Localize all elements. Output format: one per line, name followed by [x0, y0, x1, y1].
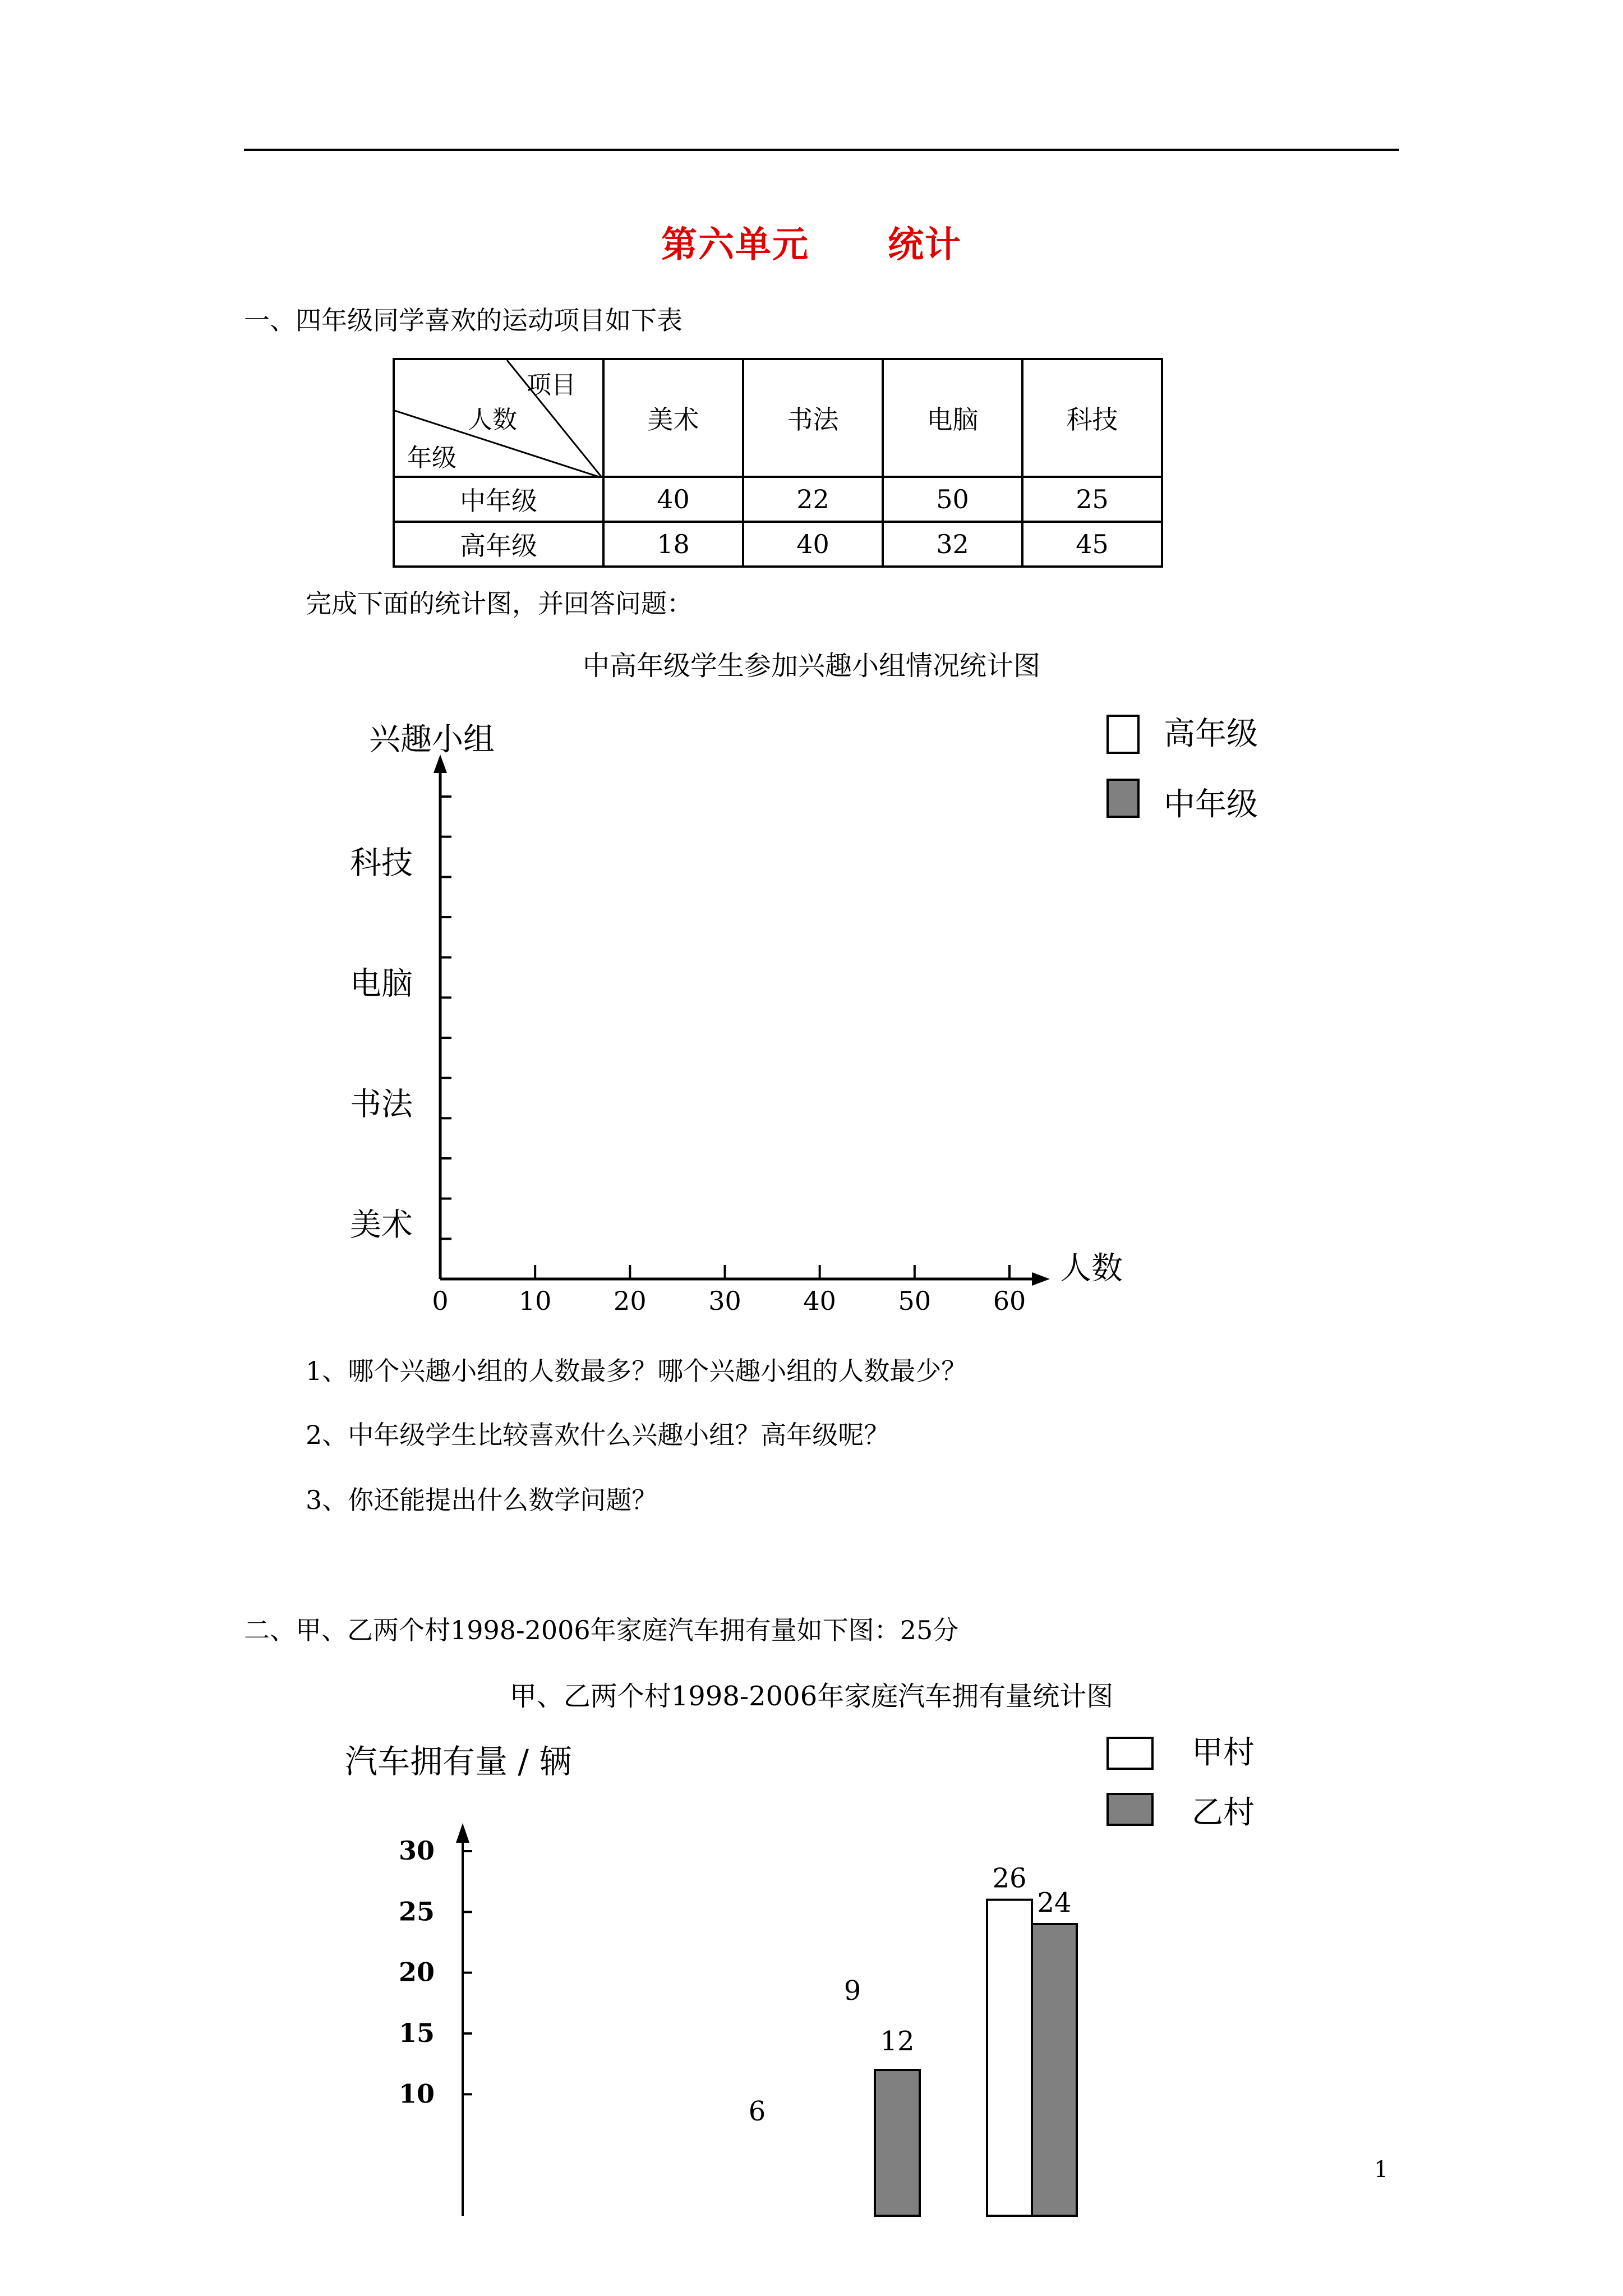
chart2-y-tick-label: 10	[398, 2078, 435, 2109]
chart1-x-tick-label: 10	[518, 1286, 552, 1316]
title-unit: 第六单元	[661, 224, 809, 266]
question-2: 2、中年级学生比较喜欢什么兴趣小组？高年级呢？	[306, 1420, 890, 1450]
chart1-x-tick-label: 40	[803, 1286, 836, 1316]
legend-label-mid-grade: 中年级	[1164, 786, 1258, 823]
chart2-data-label: 9	[843, 1975, 861, 2007]
legend-label-village-yi: 乙村	[1192, 1795, 1255, 1831]
chart1-x-tick-label: 30	[708, 1286, 741, 1316]
section1-heading: 一、四年级同学喜欢的运动项目如下表	[244, 305, 683, 335]
question-3: 3、你还能提出什么数学问题？	[306, 1485, 658, 1515]
chart1-x-tick-label: 20	[614, 1286, 647, 1316]
chart2-data-label: 24	[1037, 1887, 1072, 1918]
chart2-data-label: 26	[992, 1862, 1027, 1894]
col-header: 美术	[603, 359, 743, 477]
table-cell: 25	[1022, 477, 1162, 522]
chart2-data-label: 12	[880, 2026, 915, 2057]
chart1-y-label: 兴趣小组	[369, 721, 495, 758]
question-1: 1、哪个兴趣小组的人数最多？哪个兴趣小组的人数最少？	[306, 1356, 967, 1386]
chart1-x-tick-label: 0	[432, 1286, 449, 1316]
chart1-title: 中高年级学生参加兴趣小组情况统计图	[582, 650, 1040, 682]
chart2-y-tick-label: 15	[398, 2018, 435, 2048]
row-label: 中年级	[394, 477, 603, 522]
chart1-category-label: 书法	[350, 1086, 413, 1123]
chart2-y-tick-label: 20	[398, 1957, 435, 1987]
corner-item-label: 项目	[527, 371, 576, 399]
col-header: 科技	[1022, 359, 1162, 477]
chart2-y-tick-label: 30	[398, 1835, 435, 1866]
title-topic: 统计	[888, 224, 962, 266]
page-number: 1	[1374, 2157, 1389, 2183]
chart1-category-label: 电脑	[350, 965, 413, 1002]
instruction-text: 完成下面的统计图，并回答问题：	[306, 588, 693, 619]
table-cell: 40	[603, 477, 743, 522]
chart1-category-label: 美术	[350, 1207, 413, 1244]
corner-grade-label: 年级	[407, 444, 457, 472]
chart2-y-tick-label: 25	[398, 1896, 435, 1927]
legend-label-high-grade: 高年级	[1164, 716, 1258, 752]
table-cell: 45	[1022, 522, 1162, 567]
legend-swatch-high-grade	[1108, 716, 1138, 753]
chart2-y-label: 汽车拥有量 / 辆	[345, 1742, 572, 1780]
col-header: 电脑	[883, 359, 1022, 477]
table-cell: 22	[743, 477, 883, 522]
chart1-x-tick-label: 50	[898, 1286, 932, 1316]
section2-heading: 二、甲、乙两个村1998-2006年家庭汽车拥有量如下图：25分	[244, 1615, 959, 1645]
chart2-data-label: 6	[748, 2096, 766, 2127]
corner-count-label: 人数	[468, 406, 517, 434]
chart1-x-label: 人数	[1060, 1250, 1123, 1287]
table-cell: 40	[743, 522, 883, 567]
col-header: 书法	[743, 359, 883, 477]
legend-swatch-mid-grade	[1108, 780, 1138, 817]
chart1-category-label: 科技	[350, 845, 413, 882]
chart1-x-arrow-icon	[1032, 1272, 1050, 1286]
chart2-title: 甲、乙两个村1998-2006年家庭汽车拥有量统计图	[509, 1681, 1114, 1712]
table-cell: 50	[883, 477, 1022, 522]
table-cell: 18	[603, 522, 743, 567]
chart1-x-tick-label: 60	[993, 1286, 1026, 1316]
row-label: 高年级	[394, 522, 603, 567]
table-cell: 32	[883, 522, 1022, 567]
legend-label-village-jia: 甲村	[1192, 1734, 1255, 1771]
